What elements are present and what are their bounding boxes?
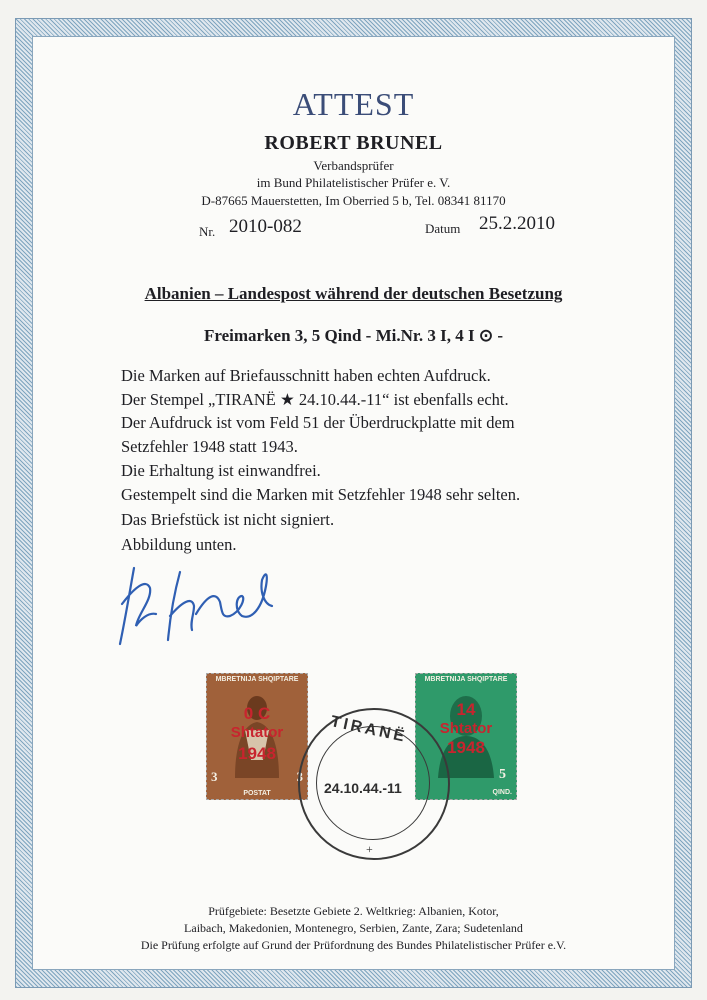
overprint-line: 0 C [243, 704, 271, 723]
examiner-address: D-87665 Mauerstetten, Im Oberried 5 b, Tel. 08341 81170 [201, 193, 506, 208]
subject-heading: Albanien – Landespost während der deutschen Besetzung [144, 284, 563, 303]
examiner-name: ROBERT BRUNEL [264, 132, 443, 154]
examiner-role: Verbandsprüfer [313, 158, 394, 173]
postmark-town: TIRANË [329, 713, 409, 746]
stamp-value: 3 [296, 769, 303, 784]
nr-label: Nr. [199, 224, 216, 239]
stamp-3-qind [206, 673, 308, 800]
body-line: Die Erhaltung ist einwandfrei. [121, 461, 321, 480]
body-line: Der Aufdruck ist vom Feld 51 der Überdruckplatte mit dem [121, 413, 515, 432]
stamp-header: MBRETNIJA SHQIPTARE [215, 676, 299, 683]
footer-line: Prüfgebiete: Besetzte Gebiete 2. Weltkrieg: Albanien, Kotor, [208, 904, 499, 918]
stamp-header: MBRETNIJA SHQIPTARE [424, 676, 508, 683]
body-line: Das Briefstück ist nicht signiert. [121, 510, 335, 529]
attest-title: ATTEST [292, 86, 415, 122]
overprint-line: 14 [456, 700, 476, 719]
datum-label: Datum [425, 221, 461, 236]
body-line: Setzfehler 1948 statt 1943. [121, 437, 298, 456]
datum-value: 25.2.2010 [479, 213, 555, 234]
examiner-association: im Bund Philatelistischer Prüfer e. V. [256, 175, 451, 190]
body-line: Abbildung unten. [121, 535, 237, 554]
stamp-catalog-line: Freimarken 3, 5 Qind - Mi.Nr. 3 I, 4 I ⊙ - [204, 326, 503, 345]
overprint-line: Shtator [439, 720, 493, 737]
body-line: Gestempelt sind die Marken mit Setzfehler 1948 sehr selten. [121, 485, 521, 504]
stamp-value: 5 [499, 767, 506, 782]
footer-line: Laibach, Makedonien, Montenegro, Serbien, Zante, Zara; Sudetenland [184, 921, 523, 935]
body-line: Der Stempel „TIRANË ★ 24.10.44.-11“ ist ebenfalls echt. [121, 390, 509, 409]
signature [112, 560, 312, 650]
overprint-line: Shtator [230, 724, 284, 741]
postmark-star-icon: + [366, 842, 373, 856]
overprint-year: 1948 [238, 744, 276, 763]
footer-line: Die Prüfung erfolgte auf Grund der Prüfordnung des Bundes Philatelistischer Prüfer e.V. [140, 938, 567, 952]
body-line: Die Marken auf Briefausschnitt haben echten Aufdruck. [121, 366, 491, 385]
stamp-value: 3 [211, 769, 218, 784]
stamp-foot: POSTAT [243, 790, 271, 797]
nr-value: 2010-082 [229, 216, 302, 237]
postmark-date: 24.10.44.-11 [324, 780, 402, 796]
stamp-foot: QIND. [492, 789, 512, 796]
overprint-year: 1948 [447, 738, 485, 757]
